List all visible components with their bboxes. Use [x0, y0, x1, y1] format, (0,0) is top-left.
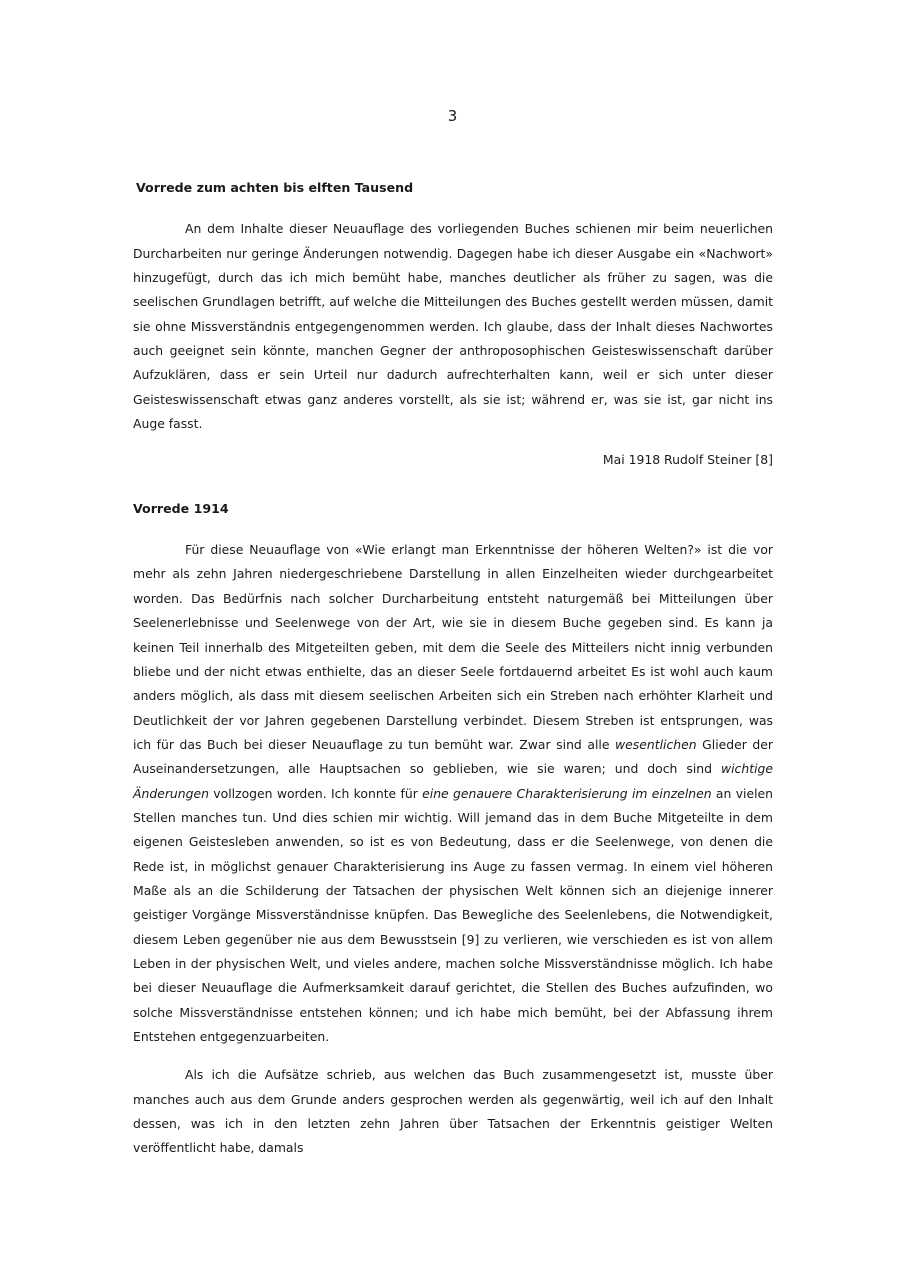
document-body	[133, 176, 773, 1161]
emphasis-genauere-charakterisierung: eine genauere Charakterisierung im einzelnen	[422, 785, 712, 801]
emphasis-wichtige-aenderungen: wichtige Änderungen	[133, 761, 773, 801]
page-number: 3	[447, 107, 458, 125]
signature-line: Mai 1918 Rudolf Steiner [8]	[602, 452, 773, 468]
text-run: vollzogen worden. Ich konnte für	[208, 785, 423, 801]
preface-8-11-paragraph: An dem Inhalte dieser Neuauflage des vorliegenden Buches schienen mir beim neuerlichen Durcharbeiten nur geringe Änderungen notwendig. Dagegen habe ich dieser Ausgabe ein «Nachwort» hinzugefügt, durch das ich mich bemüht habe, manches deutlicher als früher zu sagen, was die seelischen Grundlagen betrifft, auf welche die Mitteilungen des Buches gestellt werden müssen, damit sie ohne Missverständnis entgegengenommen werden. Ich glaube, dass der Inhalt dieses Nachwortes auch geeignet sein könnte, manchen Gegner der anthroposophischen Geisteswissenschaft darüber Aufzuklären, dass er sein Urteil nur dadurch aufrechterhalten kann, weil er sich unter dieser Geisteswissenschaft etwas ganz anderes vorstellt, als sie ist; während er, was sie ist, gar nicht ins Auge fasst.	[133, 221, 773, 432]
preface-1914-paragraph-1	[133, 538, 773, 1049]
section-heading-preface-8-11: Vorrede zum achten bis elften Tausend	[136, 180, 414, 195]
emphasis-wesentlichen: wesentlichen	[615, 736, 697, 752]
paragraph-gap	[133, 1049, 773, 1063]
preface-1914-paragraph-2: Als ich die Aufsätze schrieb, aus welchen das Buch zusammengesetzt ist, musste über manches auch aus dem Grunde anders gesprochen werden als gegenwärtig, weil ich auf den Inhalt dessen, was ich in den letzten zehn Jahren über Tatsachen der Erkenntnis geistiger Welten veröffentlicht habe, damals	[133, 1067, 773, 1156]
section-heading-preface-1914: Vorrede 1914	[133, 500, 229, 516]
text-run: an vielen Stellen manches tun. Und dies schien mir wichtig. Will jemand das in dem Buche Mitgeteilte in dem eigenen Geistesleben anwenden, so ist es von Bedeutung, dass er die Seelenwege, von denen die Rede ist, in möglichst genauer Charakterisierung ins Auge zu fassen vermag. In einem viel höheren Maße als an die Schilderung der Tatsachen der physischen Welt können sich an diejenige innerer geistiger Vorgänge Missverständnisse knüpfen. Das Bewegliche des Seelenlebens, die Notwendigkeit, diesem Leben gegenüber nie aus dem Bewusstsein [9] zu verlieren, wie verschieden es ist von allem Leben in der physischen Welt, und vieles andere, machen solche Missverständnisse möglich. Ich habe bei dieser Neuauflage die Aufmerksamkeit darauf gerichtet, die Stellen des Buches aufzufinden, wo solche Missverständnisse entstehen können; und ich habe mich bemüht, bei der Abfassung ihrem Entstehen entgegenzuarbeiten.	[133, 785, 774, 1044]
text-run: Glieder der Auseinandersetzungen, alle Hauptsachen so geblieben, wie sie waren; und doch sind	[133, 736, 774, 777]
text-run: Für diese Neuauflage von «Wie erlangt man Erkenntnisse der höheren Welten?» ist die vor mehr als zehn Jahren niedergeschriebene Darstellung in allen Einzelheiten wieder durchgearbeitet worden. Das Bedürfnis nach solcher Durcharbeitung entsteht naturgemäß bei Mitteilungen über Seelenerlebnisse und Seelenwege von der Art, wie sie in diesem Buche gegeben sind. Es kann ja keinen Teil innerhalb des Mitgeteilten geben, mit dem die Seele des Mitteilers nicht innig verbunden bliebe und der nicht etwas enthielte, das an dieser Seele fortdauernd arbeitet Es ist wohl auch kaum anders möglich, als dass mit diesem seelischen Arbeiten sich ein Streben nach erhöhter Klarheit und Deutlichkeit der vor Jahren gegebenen Darstellung verbindet. Diesem Streben ist entsprungen, was ich für das Buch bei dieser Neuauflage zu tun bemüht war. Zwar sind alle	[133, 542, 773, 752]
